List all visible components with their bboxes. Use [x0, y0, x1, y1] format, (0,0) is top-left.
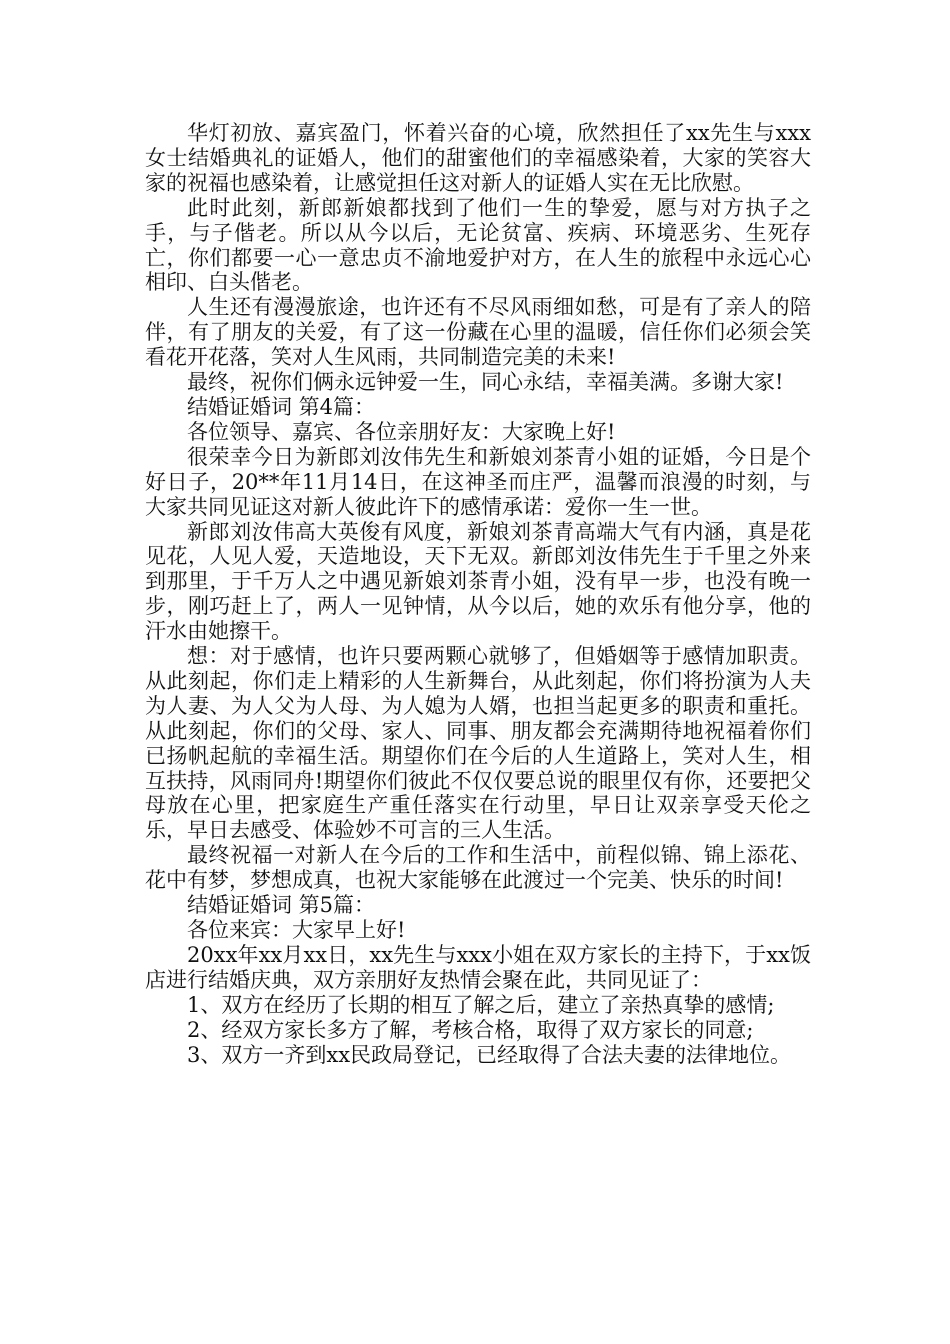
- paragraph: 最终祝福一对新人在今后的工作和生活中，前程似锦、锦上添花、花中有梦，梦想成真，也祝大家能够在此渡过一个完美、快乐的时间!: [145, 843, 811, 893]
- paragraph: 20xx年xx月xx日，xx先生与xxx小姐在双方家长的主持下，于xx饭店进行结婚庆典，双方亲朋好友热情会聚在此，共同见证了：: [145, 942, 811, 992]
- list-item: 3、双方一齐到xx民政局登记，已经取得了合法夫妻的法律地位。: [187, 1042, 792, 1067]
- paragraph: 很荣幸今日为新郎刘汝伟先生和新娘刘茶青小姐的证婚，今日是个好日子，20**年11月14日，在这神圣而庄严，温馨而浪漫的时刻，与大家共同见证这对新人彼此许下的感情承诺：爱你一生一世。: [145, 444, 811, 519]
- paragraph: 最终，祝你们俩永远钟爱一生，同心永结，幸福美满。多谢大家!: [187, 370, 784, 395]
- greeting: 各位领导、嘉宾、各位亲朋好友：大家晚上好!: [187, 419, 616, 444]
- section-heading: 结婚证婚词 第5篇：: [187, 893, 376, 918]
- greeting: 各位来宾：大家早上好!: [187, 918, 406, 942]
- document-body: [145, 121, 811, 1067]
- paragraph: 此时此刻，新郎新娘都找到了他们一生的挚爱，愿与对方执子之手，与子偕老。所以从今以后，无论贫富、疾病、环境恶劣、生死存亡，你们都要一心一意忠贞不渝地爱护对方，在人生的旅程中永远心心相印、白头偕老。: [145, 195, 811, 295]
- paragraph: 人生还有漫漫旅途，也许还有不尽风雨细如愁，可是有了亲人的陪伴，有了朋友的关爱，有了这一份藏在心里的温暖，信任你们必须会笑看花开花落，笑对人生风雨，共同制造完美的未来!: [145, 295, 811, 370]
- paragraph: 华灯初放、嘉宾盈门，怀着兴奋的心境，欣然担任了xx先生与xxx女士结婚典礼的证婚人，他们的甜蜜他们的幸福感染着，大家的笑容大家的祝福也感染着，让感觉担任这对新人的证婚人实在无比欣慰。: [145, 121, 811, 195]
- section-heading: 结婚证婚词 第4篇：: [187, 394, 376, 419]
- list-item: 2、经双方家长多方了解，考核合格，取得了双方家长的同意;: [187, 1017, 754, 1042]
- paragraph: 想：对于感情，也许只要两颗心就够了，但婚姻等于感情加职责。从此刻起，你们走上精彩的人生新舞台，从此刻起，你们将扮演为人夫为人妻、为人父为人母、为人媳为人婿，也担当起更多的职责和重托。从此刻起，你们的父母、家人、同事、朋友都会充满期待地祝福着你们已扬帆起航的幸福生活。期望你们在今后的人生道路上，笑对人生，相互扶持，风雨同舟!期望你们彼此不仅仅要总说的眼里仅有你，还要把父母放在心里，把家庭生产重任落实在行动里，早日让双亲享受天伦之乐，早日去感受、体验妙不可言的三人生活。: [145, 644, 811, 843]
- paragraph: 新郎刘汝伟高大英俊有风度，新娘刘茶青高端大气有内涵，真是花见花，人见人爱，天造地设，天下无双。新郎刘汝伟先生于千里之外来到那里，于千万人之中遇见新娘刘茶青小姐，没有早一步，也没有晚一步，刚巧赶上了，两人一见钟情，从今以后，她的欢乐有他分享，他的汗水由她擦干。: [145, 519, 811, 644]
- list-item: 1、双方在经历了长期的相互了解之后，建立了亲热真挚的感情;: [187, 992, 775, 1017]
